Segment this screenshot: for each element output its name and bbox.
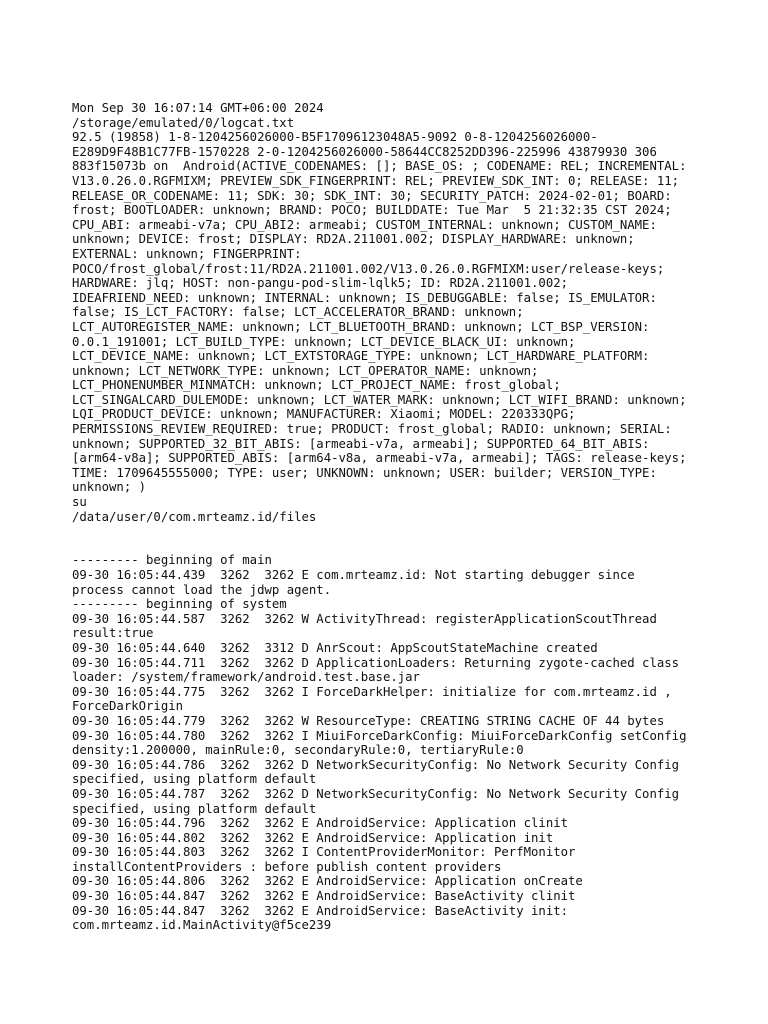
log-line: unknown; DEVICE: frost; DISPLAY: RD2A.211001.002; DISPLAY_HARDWARE: unknown; — [72, 232, 635, 247]
log-line: EXTERNAL: unknown; FINGERPRINT: — [72, 246, 302, 261]
log-line: 883f15073b on Android(ACTIVE_CODENAMES: []; BASE_OS: ; CODENAME: REL; INCREMENTAL: — [72, 159, 687, 174]
log-line: /storage/emulated/0/logcat.txt — [72, 115, 295, 130]
log-line: 09-30 16:05:44.640 3262 3312 D AnrScout: AppScoutStateMachine created — [72, 640, 598, 655]
log-line: 09-30 16:05:44.711 3262 3262 D ApplicationLoaders: Returning zygote-cached class — [72, 655, 680, 670]
log-line: ForceDarkOrigin — [72, 699, 184, 714]
log-line: result:true — [72, 626, 154, 641]
log-line: IDEAFRIEND_NEED: unknown; INTERNAL: unknown; IS_DEBUGGABLE: false; IS_EMULATOR: — [72, 290, 657, 305]
log-line: unknown; LCT_NETWORK_TYPE: unknown; LCT_OPERATOR_NAME: unknown; — [72, 363, 539, 378]
log-line: LCT_DEVICE_NAME: unknown; LCT_EXTSTORAGE_TYPE: unknown; LCT_HARDWARE_PLATFORM: — [72, 349, 650, 364]
log-line: 09-30 16:05:44.806 3262 3262 E AndroidService: Application onCreate — [72, 874, 583, 889]
log-line: 92.5 (19858) 1-8-1204256026000-B5F17096123048A5-9092 0-8-1204256026000- — [72, 130, 598, 145]
log-line: 09-30 16:05:44.587 3262 3262 W ActivityThread: registerApplicationScoutThread — [72, 611, 657, 626]
log-line: com.mrteamz.id.MainActivity@f5ce239 — [72, 918, 332, 933]
log-line: process cannot load the jdwp agent. — [72, 582, 332, 597]
log-line: 09-30 16:05:44.847 3262 3262 E AndroidService: BaseActivity init: — [72, 903, 569, 918]
log-line: LCT_SINGALCARD_DULEMODE: unknown; LCT_WATER_MARK: unknown; LCT_WIFI_BRAND: unknown; — [72, 392, 687, 407]
log-line: CPU_ABI: armeabi-v7a; CPU_ABI2: armeabi; CUSTOM_INTERNAL: unknown; CUSTOM_NAME: — [72, 217, 657, 232]
log-line: false; IS_LCT_FACTORY: false; LCT_ACCELERATOR_BRAND: unknown; — [72, 305, 524, 320]
log-line — [72, 539, 712, 554]
log-line: 09-30 16:05:44.780 3262 3262 I MiuiForceDarkConfig: MiuiForceDarkConfig setConfig — [72, 728, 687, 743]
log-line: 09-30 16:05:44.439 3262 3262 E com.mrteamz.id: Not starting debugger since — [72, 568, 635, 582]
log-line: 09-30 16:05:44.796 3262 3262 E AndroidService: Application clinit — [72, 816, 569, 831]
log-line: installContentProviders : before publish content providers — [72, 859, 502, 874]
log-line: /data/user/0/com.mrteamz.id/files — [72, 509, 317, 524]
log-line: LCT_PHONENUMBER_MINMATCH: unknown; LCT_PROJECT_NAME: frost_global; — [72, 378, 561, 393]
log-line: LQI_PRODUCT_DEVICE: unknown; MANUFACTURER: Xiaomi; MODEL: 220333QPG; — [72, 407, 576, 422]
log-line: loader: /system/framework/android.test.base.jar — [72, 670, 420, 685]
log-line: Mon Sep 30 16:07:14 GMT+06:00 2024 — [72, 101, 324, 115]
log-line: V13.0.26.0.RGFMIXM; PREVIEW_SDK_FINGERPRINT: REL; PREVIEW_SDK_INT: 0; RELEASE: 11; — [72, 173, 680, 188]
log-line: 09-30 16:05:44.775 3262 3262 I ForceDarkHelper: initialize for com.mrteamz.id , — [72, 684, 672, 699]
log-line: 0.0.1_191001; LCT_BUILD_TYPE: unknown; LCT_DEVICE_BLACK_UI: unknown; — [72, 334, 576, 349]
log-line: RELEASE_OR_CODENAME: 11; SDK: 30; SDK_INT: 30; SECURITY_PATCH: 2024-02-01; BOARD: — [72, 188, 672, 203]
log-line: PERMISSIONS_REVIEW_REQUIRED: true; PRODUCT: frost_global; RADIO: unknown; SERIAL: — [72, 422, 672, 437]
log-line: [arm64-v8a]; SUPPORTED_ABIS: [arm64-v8a, armeabi-v7a, armeabi]; TAGS: release-keys; — [72, 451, 687, 466]
log-line: 09-30 16:05:44.787 3262 3262 D NetworkSecurityConfig: No Network Security Config — [72, 786, 680, 801]
log-line: 09-30 16:05:44.803 3262 3262 I ContentProviderMonitor: PerfMonitor — [72, 845, 576, 860]
log-line: 09-30 16:05:44.786 3262 3262 D NetworkSecurityConfig: No Network Security Config — [72, 757, 680, 772]
logcat-text — [72, 101, 712, 933]
log-line: --------- beginning of system — [72, 597, 287, 612]
log-line: unknown; SUPPORTED_32_BIT_ABIS: [armeabi-v7a, armeabi]; SUPPORTED_64_BIT_ABIS: — [72, 436, 650, 451]
log-line: HARDWARE: jlq; HOST: non-pangu-pod-slim-lqlk5; ID: RD2A.211001.002; — [72, 276, 569, 291]
log-line: specified, using platform default — [72, 772, 317, 787]
log-line: 09-30 16:05:44.847 3262 3262 E AndroidService: BaseActivity clinit — [72, 889, 576, 904]
log-line: unknown; ) — [72, 480, 147, 495]
log-line: 09-30 16:05:44.802 3262 3262 E AndroidService: Application init — [72, 830, 554, 845]
log-line: frost; BOOTLOADER: unknown; BRAND: POCO; BUILDDATE: Tue Mar 5 21:32:35 CST 2024; — [72, 203, 672, 218]
log-line: density:1.200000, mainRule:0, secondaryRule:0, tertiaryRule:0 — [72, 743, 524, 758]
log-line: LCT_AUTOREGISTER_NAME: unknown; LCT_BLUETOOTH_BRAND: unknown; LCT_BSP_VERSION: — [72, 319, 650, 334]
log-line: --------- beginning of main — [72, 553, 272, 568]
log-line: su — [72, 495, 87, 510]
log-line: 09-30 16:05:44.779 3262 3262 W ResourceType: CREATING STRING CACHE OF 44 bytes — [72, 713, 665, 728]
log-line — [72, 524, 712, 539]
log-line: POCO/frost_global/frost:11/RD2A.211001.002/V13.0.26.0.RGFMIXM:user/release-keys; — [72, 261, 665, 276]
log-line: specified, using platform default — [72, 801, 317, 816]
log-line: TIME: 1709645555000; TYPE: user; UNKNOWN: unknown; USER: builder; VERSION_TYPE: — [72, 465, 657, 480]
log-line: E289D9F48B1C77FB-1570228 2-0-1204256026000-58644CC8252DD396-225996 43879930 306 — [72, 144, 657, 159]
